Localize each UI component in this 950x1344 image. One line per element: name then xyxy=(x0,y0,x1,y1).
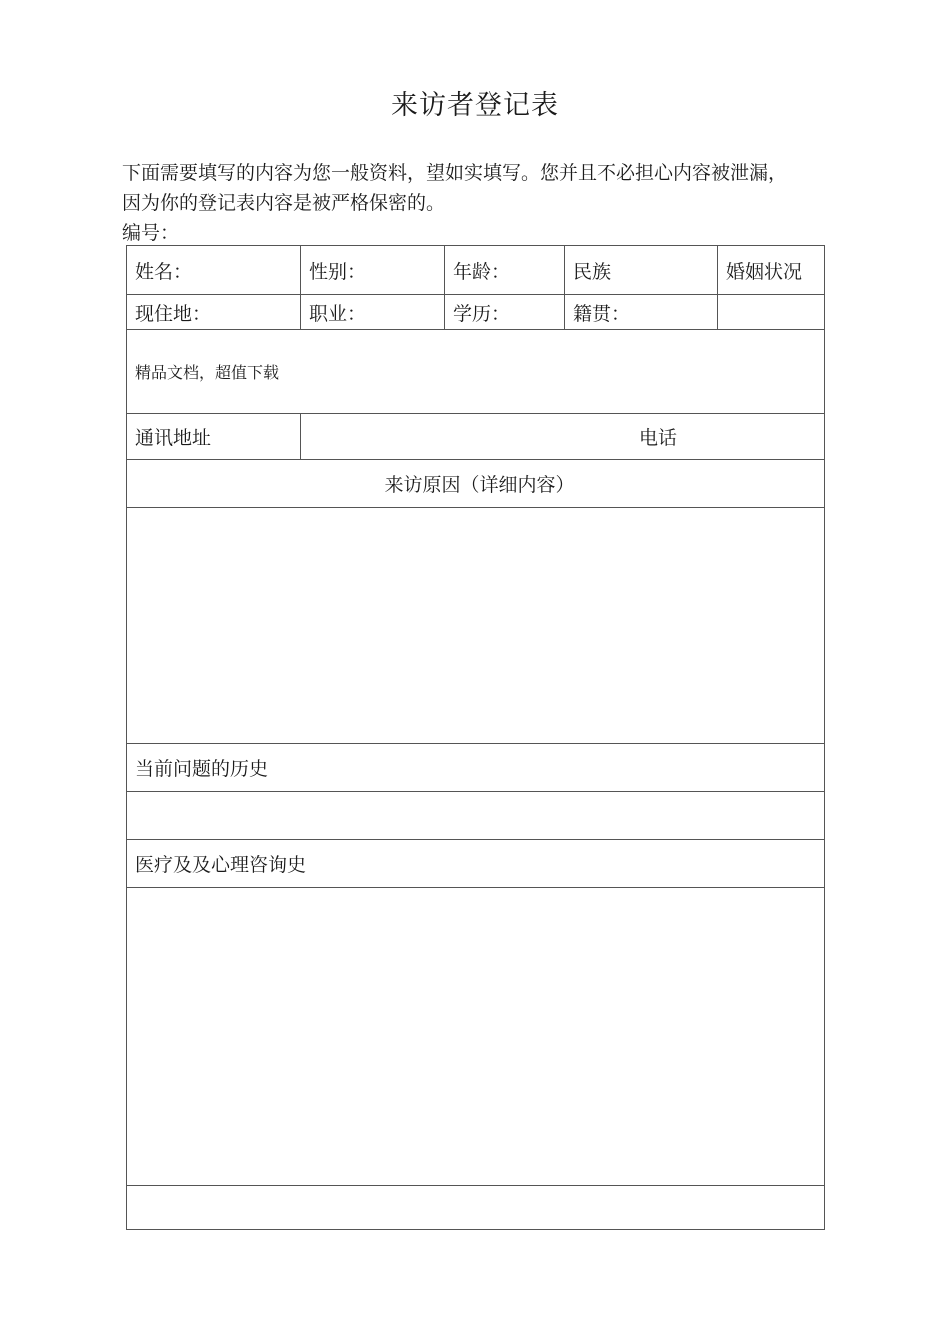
intro-line-1: 下面需要填写的内容为您一般资料，望如实填写。您并且不必担心内容被泄漏， xyxy=(122,162,788,184)
age-field[interactable]: 年龄： xyxy=(445,246,565,295)
marital-status-value[interactable] xyxy=(718,295,825,330)
problem-history-field[interactable] xyxy=(127,792,825,840)
form-row-medical-body xyxy=(127,888,825,1186)
address-phone-field[interactable] xyxy=(301,414,825,460)
ethnicity-field[interactable]: 民族 xyxy=(565,246,718,295)
marital-status-field[interactable]: 婚姻状况 xyxy=(718,246,825,295)
form-row-reason-body xyxy=(127,508,825,744)
name-field[interactable]: 姓名： xyxy=(127,246,301,295)
address-label: 通讯地址 xyxy=(127,414,301,460)
problem-history-label: 当前问题的历史 xyxy=(127,744,825,792)
page-title: 来访者登记表 xyxy=(391,90,559,121)
phone-label: 电话 xyxy=(639,427,678,449)
serial-number-label: 编号： xyxy=(122,222,180,244)
origin-field[interactable]: 籍贯： xyxy=(565,295,718,330)
medical-history-field[interactable] xyxy=(127,888,825,1186)
form-row-reason-header xyxy=(127,460,825,508)
form-row-history-header xyxy=(127,744,825,792)
education-field[interactable]: 学历： xyxy=(445,295,565,330)
gender-field[interactable]: 性别： xyxy=(301,246,445,295)
medical-history-label: 医疗及及心理咨询史 xyxy=(127,840,825,888)
intro-line-2: 因为你的登记表内容是被严格保密的。 xyxy=(122,192,446,214)
visit-reason-label: 来访原因（详细内容） xyxy=(127,460,825,508)
final-blank-field[interactable] xyxy=(127,1186,825,1230)
form-row-final xyxy=(127,1186,825,1230)
form-row-basic-2 xyxy=(127,295,825,330)
occupation-field[interactable]: 职业： xyxy=(301,295,445,330)
form-row-medical-header xyxy=(127,840,825,888)
form-row-note xyxy=(127,330,825,414)
note-text: 精品文档，超值下载 xyxy=(127,330,825,414)
form-row-history-body xyxy=(127,792,825,840)
form-row-basic-1 xyxy=(127,246,825,295)
intro-text xyxy=(122,158,834,218)
form-row-contact xyxy=(127,414,825,460)
residence-field[interactable]: 现住地： xyxy=(127,295,301,330)
registration-form-table xyxy=(126,245,825,1230)
visit-reason-field[interactable] xyxy=(127,508,825,744)
